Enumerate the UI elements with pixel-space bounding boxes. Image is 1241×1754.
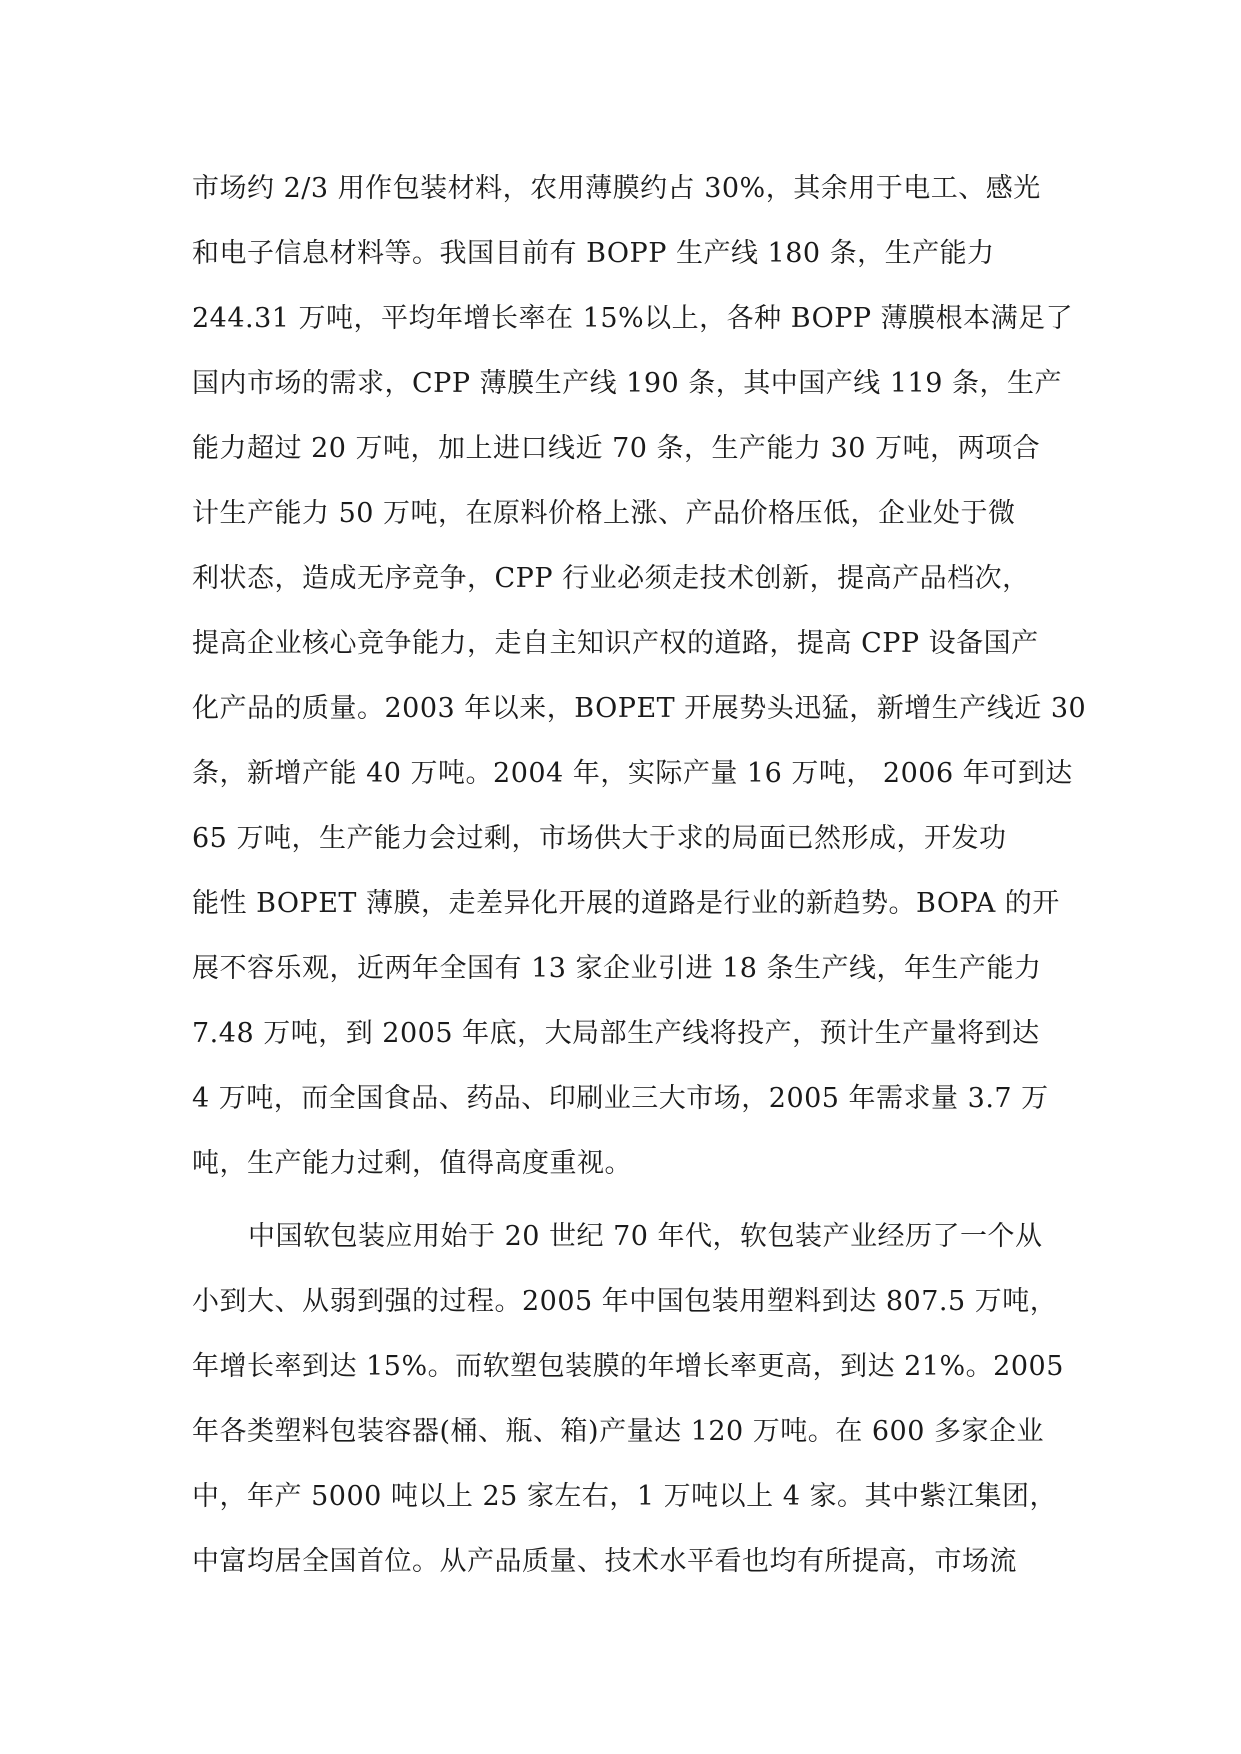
text-line: 小到大、从弱到强的过程。2005 年中国包装用塑料到达 807.5 万吨， — [192, 1286, 1058, 1317]
text-line: 中，年产 5000 吨以上 25 家左右，1 万吨以上 4 家。其中紫江集团， — [192, 1481, 1058, 1512]
text-line: 中富均居全国首位。从产品质量、技术水平看也均有所提高，市场流 — [192, 1546, 1017, 1577]
text-line: 提高企业核心竞争能力，走自主知识产权的道路，提高 CPP 设备国产 — [192, 628, 1039, 659]
text-line: 国内市场的需求，CPP 薄膜生产线 190 条，其中国产线 119 条，生产 — [192, 368, 1062, 399]
text-line: 65 万吨，生产能力会过剩，市场供大于求的局面已然形成，开发功 — [192, 823, 1007, 854]
text-line: 条，新增产能 40 万吨。2004 年，实际产量 16 万吨， 2006 年可到达 — [192, 758, 1073, 789]
text-line: 化产品的质量。2003 年以来，BOPET 开展势头迅猛，新增生产线近 30 — [192, 693, 1087, 724]
text-line: 244.31 万吨，平均年增长率在 15%以上，各种 BOPP 薄膜根本满足了 — [192, 303, 1074, 334]
text-line: 中国软包装应用始于 20 世纪 70 年代，软包装产业经历了一个从 — [248, 1221, 1043, 1252]
text-line: 4 万吨，而全国食品、药品、印刷业三大市场，2005 年需求量 3.7 万 — [192, 1083, 1049, 1114]
text-line: 年各类塑料包装容器(桶、瓶、箱)产量达 120 万吨。在 600 多家企业 — [192, 1416, 1044, 1447]
text-line: 吨，生产能力过剩，值得高度重视。 — [192, 1148, 632, 1179]
text-line: 和电子信息材料等。我国目前有 BOPP 生产线 180 条，生产能力 — [192, 238, 995, 269]
text-line: 能性 BOPET 薄膜，走差异化开展的道路是行业的新趋势。BOPA 的开 — [192, 888, 1060, 919]
text-line: 展不容乐观，近两年全国有 13 家企业引进 18 条生产线，年生产能力 — [192, 953, 1042, 984]
text-line: 7.48 万吨，到 2005 年底，大局部生产线将投产，预计生产量将到达 — [192, 1018, 1040, 1049]
text-line: 能力超过 20 万吨，加上进口线近 70 条，生产能力 30 万吨，两项合 — [192, 433, 1041, 464]
body-text — [192, 156, 1087, 1594]
text-line: 市场约 2/3 用作包装材料，农用薄膜约占 30%，其余用于电工、感光 — [192, 173, 1041, 204]
paragraph-gap — [192, 1196, 1072, 1204]
paragraph-1 — [192, 156, 1087, 1196]
text-line: 年增长率到达 15%。而软塑包装膜的年增长率更高，到达 21%。2005 — [192, 1351, 1064, 1382]
paragraph-2 — [192, 1204, 1072, 1594]
text-line: 利状态，造成无序竞争，CPP 行业必须走技术创新，提高产品档次， — [192, 563, 1030, 594]
text-line: 计生产能力 50 万吨，在原料价格上涨、产品价格压低，企业处于微 — [192, 498, 1016, 529]
